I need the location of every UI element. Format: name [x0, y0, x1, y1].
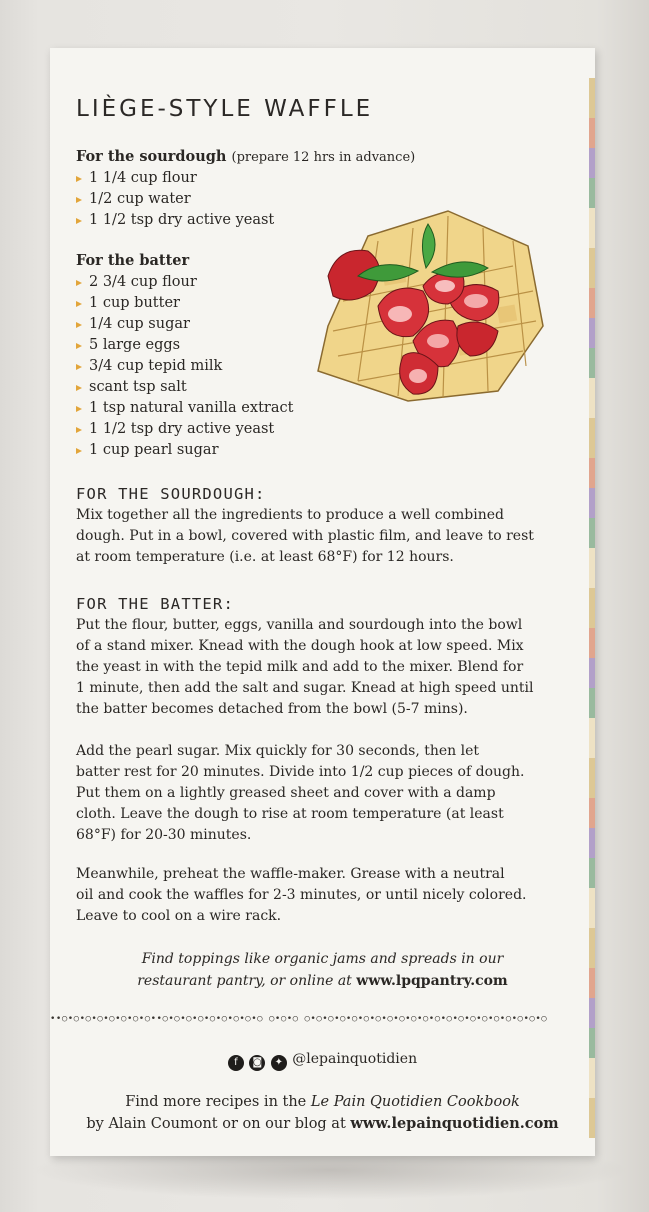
- text-line: Mix together all the ingredients to produce a well combined: [76, 507, 504, 523]
- bullet-icon: [76, 280, 82, 286]
- social-handle[interactable]: @lepainquotidien: [292, 1051, 418, 1067]
- text-line: Meanwhile, preheat the waffle-maker. Grease with a neutral: [76, 866, 505, 882]
- bullet-icon: [76, 364, 82, 370]
- waffle-illustration: [298, 206, 548, 406]
- footer-line-1-prefix: Find more recipes in the: [125, 1094, 311, 1110]
- ingredient-text: 1 1/2 tsp dry active yeast: [89, 212, 275, 228]
- ingredient-text: 1 1/2 tsp dry active yeast: [89, 421, 275, 437]
- instagram-icon[interactable]: ◙: [249, 1055, 265, 1071]
- batter-ingredient-list: [76, 272, 293, 461]
- bullet-icon: [76, 322, 82, 328]
- text-line: 1 minute, then add the salt and sugar. Knead at high speed until: [76, 680, 534, 696]
- bullet-icon: [76, 448, 82, 454]
- twitter-icon[interactable]: ✦: [271, 1055, 287, 1071]
- bullet-icon: [76, 176, 82, 182]
- facebook-icon[interactable]: f: [228, 1055, 244, 1071]
- ingredient-item: [76, 419, 293, 440]
- batter-ingredients-heading: For the batter: [76, 252, 190, 269]
- cookbook-footer: [50, 1091, 595, 1135]
- batter-method-heading: FOR THE BATTER:: [76, 595, 234, 613]
- recipe-card: [50, 48, 595, 1156]
- ingredient-item: [76, 189, 274, 210]
- ingredient-text: scant tsp salt: [89, 379, 187, 395]
- text-line: the batter becomes detached from the bowl (5-7 mins).: [76, 701, 468, 717]
- ingredient-item: [76, 210, 274, 231]
- bullet-icon: [76, 301, 82, 307]
- text-line: Put them on a lightly greased sheet and cover with a damp: [76, 785, 496, 801]
- ingredient-item: [76, 335, 293, 356]
- dotted-divider: ••○•○•○•○•○•○•○•○••○•○•○•○•○•○•○•○•○ ○•○•○ ○•○•○•○•○•○•○•○•○•○•○•○•○•○•○•○•○•○•○•○•○: [50, 1014, 548, 1024]
- ingredient-text: 1/4 cup sugar: [89, 316, 190, 332]
- pearl-sugar-method-text: [76, 741, 556, 846]
- pantry-promo: [50, 948, 595, 992]
- ingredient-text: 1 tsp natural vanilla extract: [89, 400, 294, 416]
- text-line: at room temperature (i.e. at least 68°F) for 12 hours.: [76, 549, 454, 565]
- sourdough-method-heading: FOR THE SOURDOUGH:: [76, 485, 266, 503]
- cooking-method-text: [76, 864, 556, 927]
- ingredient-text: 1 1/4 cup flour: [89, 170, 197, 186]
- text-line: of a stand mixer. Knead with the dough hook at low speed. Mix: [76, 638, 524, 654]
- ingredient-item: [76, 168, 274, 189]
- bullet-icon: [76, 406, 82, 412]
- ingredient-text: 2 3/4 cup flour: [89, 274, 197, 290]
- footer-line-2-prefix: by Alain Coumont or on our blog at: [86, 1116, 351, 1132]
- text-line: cloth. Leave the dough to rise at room temperature (at least: [76, 806, 504, 822]
- ingredient-item: [76, 356, 293, 377]
- blog-link[interactable]: www.lepainquotidien.com: [350, 1115, 559, 1132]
- sourdough-ingredients-heading: [76, 148, 415, 165]
- ingredient-item: [76, 272, 293, 293]
- ingredient-item: [76, 398, 293, 419]
- sourdough-ingredient-list: [76, 168, 274, 231]
- promo-line-1: Find toppings like organic jams and spreads in our: [141, 951, 504, 967]
- text-line: Leave to cool on a wire rack.: [76, 908, 282, 924]
- ingredient-text: 1/2 cup water: [89, 191, 191, 207]
- sourdough-method-text: [76, 505, 556, 568]
- text-line: batter rest for 20 minutes. Divide into 1/2 cup pieces of dough.: [76, 764, 525, 780]
- ingredient-item: [76, 377, 293, 398]
- text-line: Put the flour, butter, eggs, vanilla and sourdough into the bowl: [76, 617, 523, 633]
- text-line: dough. Put in a bowl, covered with plastic film, and leave to rest: [76, 528, 534, 544]
- bullet-icon: [76, 385, 82, 391]
- cookbook-title: Le Pain Quotidien Cookbook: [310, 1094, 520, 1110]
- ingredient-text: 3/4 cup tepid milk: [89, 358, 223, 374]
- text-line: 68°F) for 20-30 minutes.: [76, 827, 252, 843]
- batter-method-text: [76, 615, 556, 720]
- ingredient-item: [76, 440, 293, 461]
- social-links: [50, 1051, 595, 1071]
- text-line: the yeast in with the tepid milk and add to the mixer. Blend for: [76, 659, 524, 675]
- text-line: Add the pearl sugar. Mix quickly for 30 seconds, then let: [76, 743, 480, 759]
- pantry-link[interactable]: www.lpqpantry.com: [356, 973, 508, 989]
- promo-line-2: restaurant pantry, or online at: [137, 973, 357, 989]
- ingredient-item: [76, 293, 293, 314]
- bullet-icon: [76, 427, 82, 433]
- ingredient-text: 1 cup butter: [89, 295, 180, 311]
- sourdough-heading-text: For the sourdough: [76, 148, 227, 165]
- sourdough-note: (prepare 12 hrs in advance): [231, 150, 416, 165]
- ingredient-text: 5 large eggs: [89, 337, 181, 353]
- recipe-title: LIÈGE-STYLE WAFFLE: [76, 96, 374, 122]
- bullet-icon: [76, 218, 82, 224]
- text-line: oil and cook the waffles for 2-3 minutes, or until nicely colored.: [76, 887, 527, 903]
- bullet-icon: [76, 197, 82, 203]
- ingredient-text: 1 cup pearl sugar: [89, 442, 219, 458]
- ingredient-item: [76, 314, 293, 335]
- bullet-icon: [76, 343, 82, 349]
